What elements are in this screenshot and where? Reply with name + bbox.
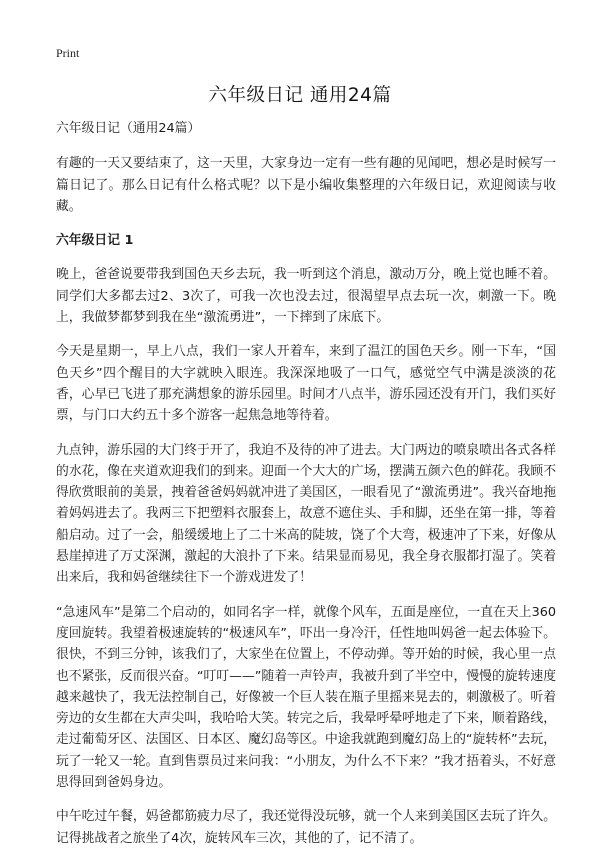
document-subtitle: 六年级日记（通用24篇） — [56, 121, 201, 136]
body-paragraph: 晚上，爸爸说要带我到国色天乡去玩，我一听到这个消息，激动万分，晚上觉也睡不着。同学们大多都去过2、3次了，可我一次也没去过，很渴望早点去玩一次，刺激一下。晚上，我做梦都梦到我在坐“激流勇进”，一下摔到了床底下。 — [56, 267, 556, 326]
document-body — [56, 118, 556, 862]
section-heading: 六年级日记 1 — [56, 233, 134, 249]
body-paragraph: 中午吃过午餐，妈爸都筋疲力尽了，我还觉得没玩够，就一个人来到美国区去玩了许久。记得挑战者之旅坐了4次，旋转风车三次，其他的了，记不清了。 — [56, 809, 556, 846]
body-paragraph: “急速风车”是第二个启动的，如同名字一样，就像个风车，五面是座位，一直在天上360度回旋转。我望着极速旋转的“极速风车”，吓出一身冷汗，任性地叫妈爸一起去体验下。很快，不到三分钟，该我们了，大家坐在位置上，不停动弹。等开始的时候，我心里一点也不紧张，反而很兴奋。“叮叮——”随着一声铃声，我被升到了半空中，慢慢的旋转速度越来越快了，我无法控制自己，好像被一个巨人装在瓶子里摇来晃去的，刺激极了。听着旁边的女生都在大声尖叫，我哈哈大笑。转完之后，我晕呼晕呼地走了下来，顺着路线，走过葡萄牙区、法国区、日本区、魔幻岛等区。中途我就跑到魔幻岛上的“旋转杯”去玩，玩了一轮又一轮。直到售票员过来问我：“小朋友，为什么不下来？”我才捂着头，不好意思得回到爸妈身边。 — [56, 604, 556, 791]
body-paragraph: 九点钟，游乐园的大门终于开了，我迫不及待的冲了进去。大门两边的喷泉喷出各式各样的水花，像在夹道欢迎我们的到来。迎面一个大大的广场，摆满五颜六色的鲜花。我顾不得欣赏眼前的美景，拽着爸爸妈妈就冲进了美国区，一眼看见了“激流勇进”。我兴奋地拖着妈妈进去了。我两三下把塑料衣服套上，故意不遮住头、手和脚，还坐在第一排，等着船启动。过了一会，船缓缓地上了二十米高的陡坡，饶了个大弯，极速冲了下来，好像从悬崖掉进了万丈深渊，激起的大浪扑了下来。结果显而易见，我全身衣服都打湿了。笑着出来后，我和妈爸继续往下一个游戏进发了！ — [56, 442, 556, 586]
body-paragraph: 今天是星期一，早上八点，我们一家人开着车，来到了温江的国色天乡。刚一下车，“国色天乡”四个醒目的大字就映入眼连。我深深地吸了一口气，感觉空气中满是淡淡的花香，心早已飞进了那充满想象的游乐园里。时间才八点半，游乐园还没有开门，我们买好票，与门口大约五十多个游客一起焦急地等待着。 — [56, 344, 556, 424]
intro-paragraph: 有趣的一天又要结束了，这一天里，大家身边一定有一些有趣的见闻吧，想必是时候写一篇日记了。那么日记有什么格式呢？以下是小编收集整理的六年级日记，欢迎阅读与收藏。 — [56, 156, 556, 214]
page-title: 六年级日记 通用24篇 — [208, 85, 392, 106]
print-label[interactable]: Print — [56, 46, 80, 60]
